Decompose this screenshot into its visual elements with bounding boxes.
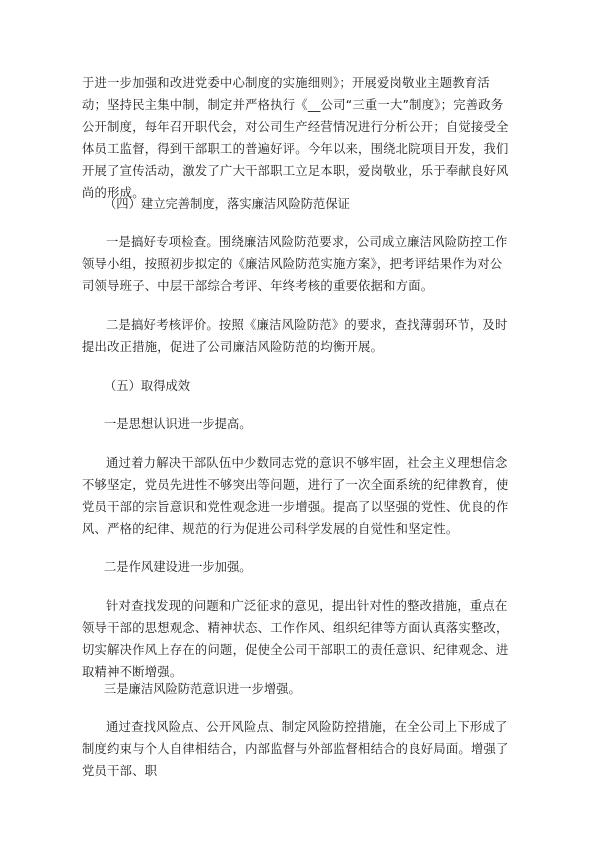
paragraph-assessment: 二是搞好考核评价。按照《廉洁风险防范》的要求，查找薄弱环节，及时提出改正措施，促进了公司廉洁风险防范的均衡开展。 (82, 318, 508, 354)
paragraph-style: 针对查找发现的问题和广泛征求的意见，提出针对性的整改措施，重点在领导干部的思想观念、精神状态、工作作风、组织纪律等方面认真落实整改，切实解决作风上存在的问题，促使全公司干部职工的责任意识、纪律观念、进取精神不断增强。 (82, 599, 509, 679)
paragraph-institutional-measures: 于进一步加强和改进党委中心制度的实施细则》；开展爱岗敬业主题教育活动；坚持民主集中制，制定并严格执行《__公司“三重一大”制度》；完善政务公开制度，每年召开职代会，对公司生产经营情况进行分析公开；自觉接受全体员工监督，得到干部职工的普遍好评。今年以来，围绕北院项目开发，我们开展了宣传活动，激发了广大干部职工立足本职，爱岗敬业，乐于奉献良好风尚的形成。 (82, 76, 509, 200)
paragraph-thinking: 通过着力解决干部队伍中少数同志党的意识不够牢固，社会主义理想信念不够坚定，党员先进性不够突出等问题，进行了一次全面系统的纪律教育，使党员干部的宗旨意识和党性观念进一步增强。提高了以坚强的党性、优良的作风、严格的纪律、规范的行为促进公司科学发展的自觉性和坚定性。 (82, 456, 509, 536)
subheading-thinking: 一是思想认识进一步提高。 (104, 417, 252, 431)
subheading-style: 二是作风建设进一步加强。 (104, 560, 252, 574)
section-heading-4: （四）建立完善制度，落实廉洁风险防范保证 (104, 197, 350, 211)
paragraph-risk-awareness: 通过查找风险点、公开风险点、制定风险防控措施，在全公司上下形成了制度约束与个人自律相结合，内部监督与外部监督相结合的良好局面。增强了党员干部、职 (82, 720, 509, 778)
subheading-risk-awareness: 三是廉洁风险防范意识进一步增强。 (104, 682, 301, 696)
section-heading-5: （五）取得成效 (104, 379, 191, 393)
paragraph-special-inspection: 一是搞好专项检查。围绕廉洁风险防范要求，公司成立廉洁风险防控工作领导小组，按照初步拟定的《廉洁风险防范实施方案》，把考评结果作为对公司领导班子、中层干部综合考评、年终考核的重要依据和方面。 (82, 235, 508, 293)
